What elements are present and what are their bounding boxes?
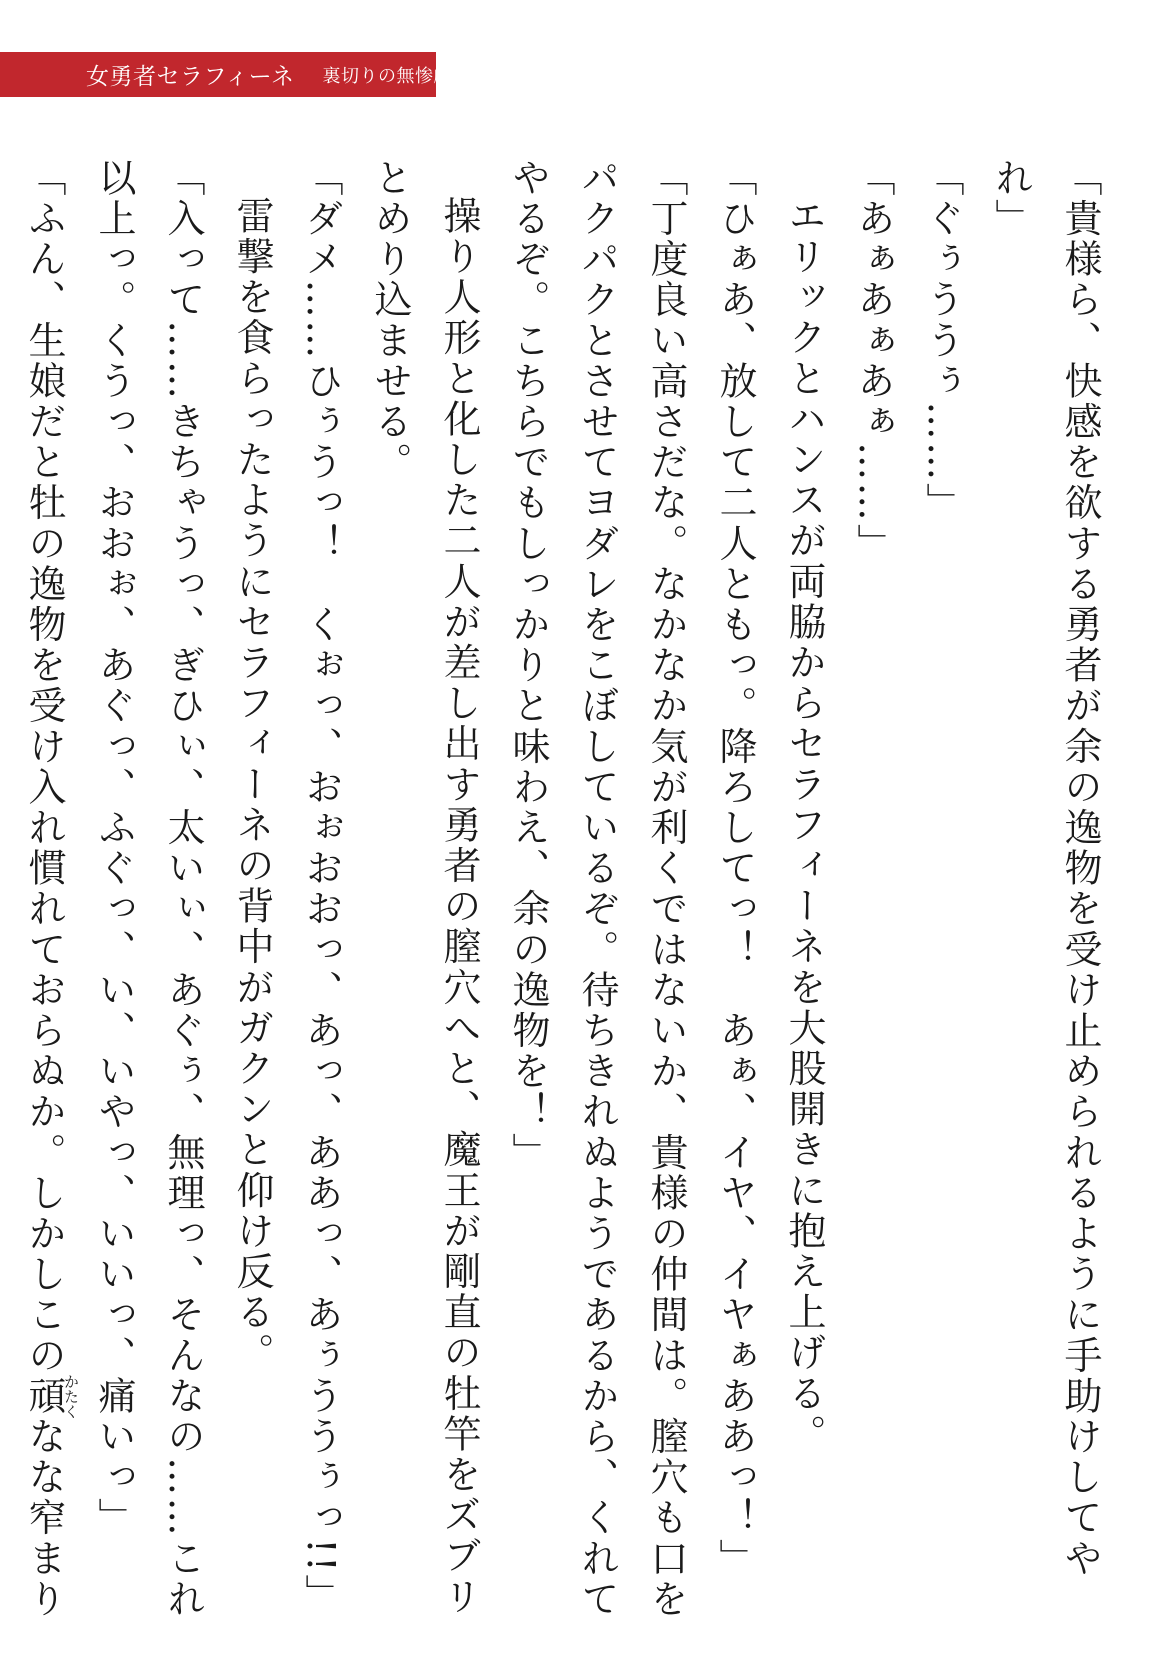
dialogue-line: 「あぁあぁあぁ……」 <box>851 158 895 564</box>
dialogue-line <box>9 158 79 1628</box>
furigana: かたく <box>62 1373 80 1419</box>
vertical-body-text <box>22 158 1114 1628</box>
dialogue-line: 「ぐぅううぅ……」 <box>920 158 964 524</box>
narration-line: 雷撃を食らったようにセラフィーネの背中がガクンと仰け反る。 <box>230 196 274 1374</box>
ruby-base: 頑 <box>22 1373 66 1419</box>
narration-line: 操り人形と化した二人が差し出す勇者の膣穴へと、魔王が剛直の牡竿をズブリとめり込ませる。 <box>368 158 481 1617</box>
dialogue-text: 「ふん、生娘だと牡の逸物を受け入れ慣れておらぬか。しかしこの <box>22 158 66 1376</box>
dialogue-line: 「ダメ……ひぅうっ！ くぉっ、おぉおおっ、あっ、ああっ、あぅううぅっ!!」 <box>299 158 343 1615</box>
dialogue-line: 「入って……きちゃうっ、ぎひぃ、太いぃ、あぐぅ、無理っ、そんなの……これ以上っ。くうっ、おおぉ、あぐっ、ふぐっ、い、いやっ、いいっ、痛いっ」 <box>92 158 205 1620</box>
narration-line: エリックとハンスが両脇からセラフィーネを大股開きに抱え上げる。 <box>782 196 826 1455</box>
dialogue-line: 「貴様ら、快感を欲する勇者が余の逸物を受け止められるように手助けしてやれ」 <box>989 158 1102 1579</box>
book-title: 女勇者セラフィーネ <box>86 64 295 90</box>
dialogue-line: 「丁度良い高さだな。なかなか気が利くではないか、貴様の仲間は。膣穴も口をパクパクとさせてヨダレをこぼしているぞ。待ちきれぬようであるから、くれてやるぞ。こちらでもしっかりと味わえ、余の逸物を！」 <box>506 158 688 1620</box>
dialogue-text: なな窄まり <box>22 1416 66 1620</box>
dialogue-line: 「ひぁあ、放して二人ともっ。降ろしてっ！ あぁ、イヤ、イヤぁああっ！」 <box>713 158 757 1579</box>
running-header <box>0 52 453 97</box>
chapter-title: 裏切りの無惨劇 <box>322 65 453 87</box>
ruby-word <box>22 1373 80 1419</box>
